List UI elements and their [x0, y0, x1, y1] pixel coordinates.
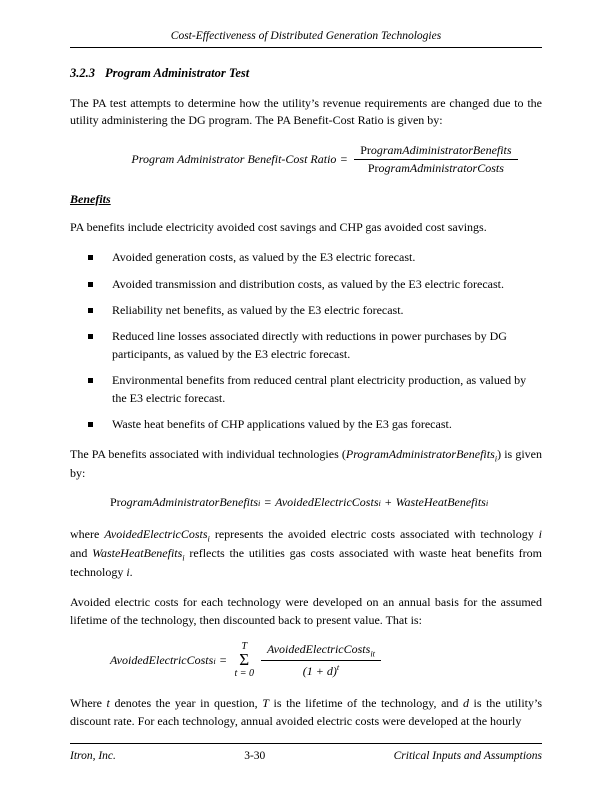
where-1: where [70, 527, 105, 542]
eq2-plus: + [384, 495, 392, 510]
lead-text-2: ) is given by: [70, 447, 542, 480]
equation-ratio-numerator [354, 143, 517, 160]
eq3-numer-sub: it [370, 648, 376, 659]
eq3-equals: = [219, 653, 227, 668]
num-it2: dim [409, 142, 428, 157]
eq2-term2-sub: i [485, 497, 489, 508]
where-2: represents the avoided electric costs associated with technology [209, 527, 539, 542]
list-item: Reliability net benefits, as valued by the E3 electric forecast. [70, 302, 542, 319]
eq3-sum-symbol: Σ [239, 650, 250, 670]
page-number: 3-30 [244, 750, 266, 762]
where-it-1: AvoidedElectricCosts [104, 527, 208, 542]
closing-1: Where [70, 696, 107, 711]
eq2-lhs-sub: i [258, 497, 261, 508]
lead-text-1: The PA benefits associated with individual technologies ( [70, 447, 346, 462]
eq3-lhs: AvoidedElectricCosts [110, 653, 214, 668]
eq3-lhs-sub: i [213, 655, 216, 666]
num-it3: inistratorBenefits [427, 142, 512, 157]
eq2-term2: WasteHeatBenefits [395, 495, 486, 510]
eq2-term1-sub: i [378, 497, 381, 508]
eq3-summation [234, 642, 254, 679]
lead-sub: i [494, 453, 498, 464]
eq2-lhs-it2: istratorBenefits [183, 495, 259, 510]
num-it1: ogramA [370, 142, 410, 157]
equation-discounted-avoided-costs [70, 642, 542, 679]
where-4: reflects the utilities gas costs associated with waste heat benefits from technology [70, 546, 543, 579]
where-5: . [129, 564, 133, 579]
footer-left: Itron, Inc. [70, 750, 116, 762]
paragraph-closing [70, 695, 542, 730]
running-header: Cost-Effectiveness of Distributed Generation Technologies [170, 30, 442, 42]
den-it1: ogramAd [378, 160, 424, 175]
num-pre: Pr [360, 142, 371, 157]
closing-it-2: T [262, 696, 269, 711]
paragraph-where-definitions [70, 526, 542, 581]
equation-ratio-fraction [354, 143, 517, 176]
benefits-list [70, 249, 542, 433]
paragraph-benefits-intro: PA benefits include electricity avoided cost savings and CHP gas avoided cost savings. [70, 219, 487, 234]
page-footer [70, 737, 542, 762]
list-item: Environmental benefits from reduced central plant electricity production, as valued by the E3 electric forecast. [70, 372, 542, 407]
where-sub-2: i [182, 552, 185, 563]
where-it-3: WasteHeatBenefits [92, 546, 183, 561]
footer-right: Critical Inputs and Assumptions [393, 750, 542, 762]
eq2-lhs-pre: Pr [110, 495, 121, 510]
list-item: Avoided transmission and distribution costs, as valued by the E3 electric forecast. [70, 276, 542, 293]
equation-ratio-equals: = [340, 151, 348, 166]
eq3-sum-upper: T [241, 640, 248, 652]
section-title: Program Administrator Test [105, 66, 250, 80]
closing-3: is the lifetime of the technology, and [268, 696, 463, 711]
eq3-numer-text: AvoidedElectricCosts [267, 642, 371, 657]
header-divider [70, 47, 542, 48]
list-item: Avoided generation costs, as valued by the E3 electric forecast. [70, 249, 542, 266]
eq3-sum-lower: t = 0 [234, 667, 254, 679]
section-number: 3.2.3 [70, 66, 95, 80]
where-it-4: i [126, 564, 130, 579]
eq2-lhs-min: min [165, 495, 184, 510]
eq3-denominator [297, 661, 345, 679]
den-it3: istratorCosts [441, 160, 504, 175]
paragraph-intro: The PA test attempts to determine how the utility’s revenue requirements are changed due to the utility administering the DG program. The PA Benefit-Cost Ratio is given by: [70, 96, 542, 128]
eq3-numerator [261, 642, 381, 660]
where-it-2: i [538, 527, 542, 542]
list-item: Reduced line losses associated directly with reductions in power purchases by DG participants, as valued by the E3 electric forecast. [70, 328, 542, 363]
paragraph-avoided-costs: Avoided electric costs for each technology were developed on an annual basis for the assumed lifetime of the technology, then discounted back to present value. That is: [70, 595, 542, 627]
den-it2: min [423, 160, 442, 175]
eq2-equals: = [264, 495, 272, 510]
section-heading [70, 66, 542, 81]
lead-italic: ProgramAdministratorBenefits [345, 447, 495, 462]
equation-ratio-denominator [362, 160, 510, 176]
eq2-term1: AvoidedElectricCosts [275, 495, 379, 510]
list-item: Waste heat benefits of CHP applications valued by the E3 gas forecast. [70, 416, 542, 433]
subheading-benefits: Benefits [70, 191, 111, 206]
closing-it-3: d [462, 696, 469, 711]
closing-it-1: t [106, 696, 110, 711]
paragraph-pa-benefits-lead [70, 446, 542, 482]
equation-pa-benefits [70, 495, 542, 510]
eq3-fraction [261, 642, 381, 678]
closing-4: is the utility’s discount rate. For each technology, annual avoided electric costs were developed at the hourly [70, 696, 542, 728]
eq3-denom-text: (1 + d) [302, 663, 337, 678]
equation-benefit-cost-ratio [70, 143, 542, 176]
eq2-lhs-it: ogramAd [120, 495, 166, 510]
equation-ratio-label: Program Administrator Benefit-Cost Ratio [131, 151, 337, 166]
closing-2: denotes the year in question, [109, 696, 263, 711]
den-pre: Pr [367, 160, 379, 175]
eq3-denom-sup: t [336, 661, 340, 672]
where-3: and [70, 546, 93, 561]
where-sub-1: i [207, 533, 210, 544]
